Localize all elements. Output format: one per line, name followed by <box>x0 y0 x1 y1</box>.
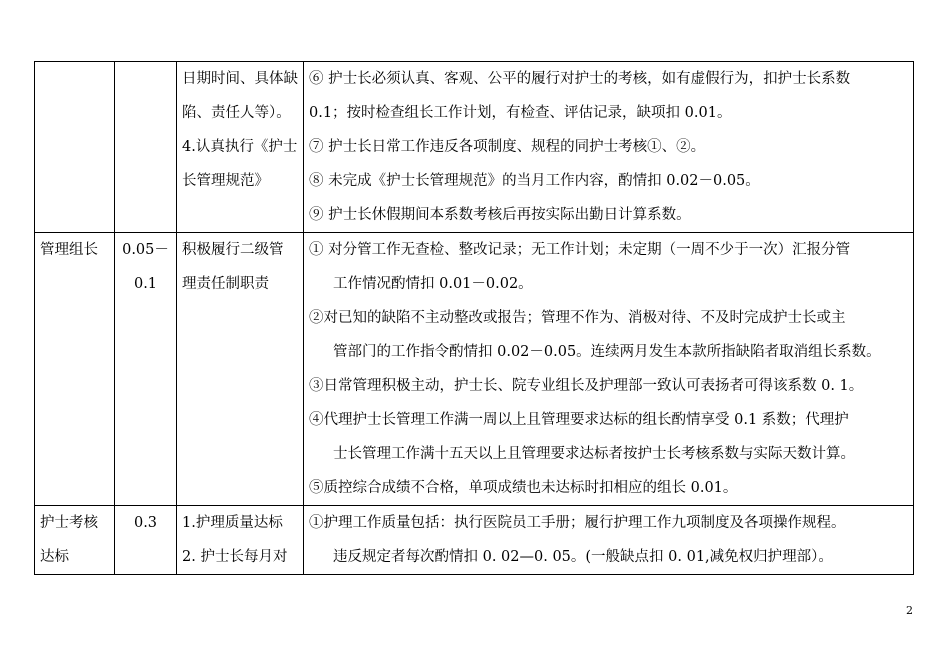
coefficient-value: 0.1 <box>133 276 158 292</box>
role-cell <box>35 62 115 233</box>
page-number: 2 <box>906 604 913 617</box>
role-label: 护士考核 <box>40 515 98 531</box>
duty-line: 理责任制职责 <box>182 276 269 292</box>
role-label: 管理组长 <box>40 242 98 258</box>
criteria-cell <box>304 506 914 575</box>
duty-line: 积极履行二级管 <box>182 242 284 258</box>
criteria-cell <box>304 233 914 506</box>
duty-line: 陷、责任人等）。 <box>182 105 291 121</box>
criteria-line: ⑥ 护士长必须认真、客观、公平的履行对护士的考核，如有虚假行为，扣护士长系数 <box>309 71 851 87</box>
duty-line: 2. 护士长每月对 <box>182 549 288 565</box>
criteria-line: ②对已知的缺陷不主动整改或报告；管理不作为、消极对待、不及时完成护士长或主 <box>309 310 846 326</box>
criteria-line: ⑤质控综合成绩不合格，单项成绩也未达标时扣相应的组长 0.01。 <box>309 480 738 496</box>
assessment-table <box>34 61 914 575</box>
role-cell <box>35 506 115 575</box>
duty-line: 长管理规范》 <box>182 173 269 189</box>
criteria-line: 工作情况酌情扣 0.01－0.02。 <box>333 276 533 292</box>
duty-line: 日期时间、具体缺 <box>182 71 298 87</box>
criteria-line: 0.1；按时检查组长工作计划，有检查、评估记录，缺项扣 0.01。 <box>309 105 732 121</box>
role-cell <box>35 233 115 506</box>
duty-cell <box>177 233 304 506</box>
criteria-line: 士长管理工作满十五天以上且管理要求达标者按护士长考核系数与实际天数计算。 <box>333 446 855 462</box>
criteria-line: 违反规定者每次酌情扣 0. 02—0. 05。(一般缺点扣 0. 01,减免权归护理部）。 <box>333 549 833 565</box>
criteria-cell <box>304 62 914 233</box>
duty-cell <box>177 506 304 575</box>
coefficient-cell <box>115 233 177 506</box>
table-row <box>35 506 914 575</box>
criteria-line: ⑧ 未完成《护士长管理规范》的当月工作内容，酌情扣 0.02－0.05。 <box>309 173 760 189</box>
criteria-line: ⑦ 护士长日常工作违反各项制度、规程的同护士考核①、②。 <box>309 139 706 155</box>
duty-cell <box>177 62 304 233</box>
coefficient-value: 0.05－ <box>122 242 169 258</box>
criteria-line: ④代理护士长管理工作满一周以上且管理要求达标的组长酌情享受 0.1 系数；代理护 <box>309 412 849 428</box>
criteria-line: ①护理工作质量包括：执行医院员工手册；履行护理工作九项制度及各项操作规程。 <box>309 515 846 531</box>
duty-line: 4.认真执行《护士 <box>182 139 298 155</box>
coefficient-value: 0.3 <box>133 515 158 531</box>
role-label: 达标 <box>40 549 69 565</box>
coefficient-cell <box>115 506 177 575</box>
table-row <box>35 62 914 233</box>
criteria-line: ③日常管理积极主动，护士长、院专业组长及护理部一致认可表扬者可得该系数 0. 1。 <box>309 378 864 394</box>
criteria-line: ① 对分管工作无查检、整改记录；无工作计划；未定期（一周不少于一次）汇报分管 <box>309 242 851 258</box>
table-row <box>35 233 914 506</box>
criteria-line: 管部门的工作指令酌情扣 0.02－0.05。连续两月发生本款所指缺陷者取消组长系数。 <box>333 344 881 360</box>
criteria-line: ⑨ 护士长休假期间本系数考核后再按实际出勤日计算系数。 <box>309 207 691 223</box>
duty-line: 1.护理质量达标 <box>182 515 283 531</box>
coefficient-cell <box>115 62 177 233</box>
